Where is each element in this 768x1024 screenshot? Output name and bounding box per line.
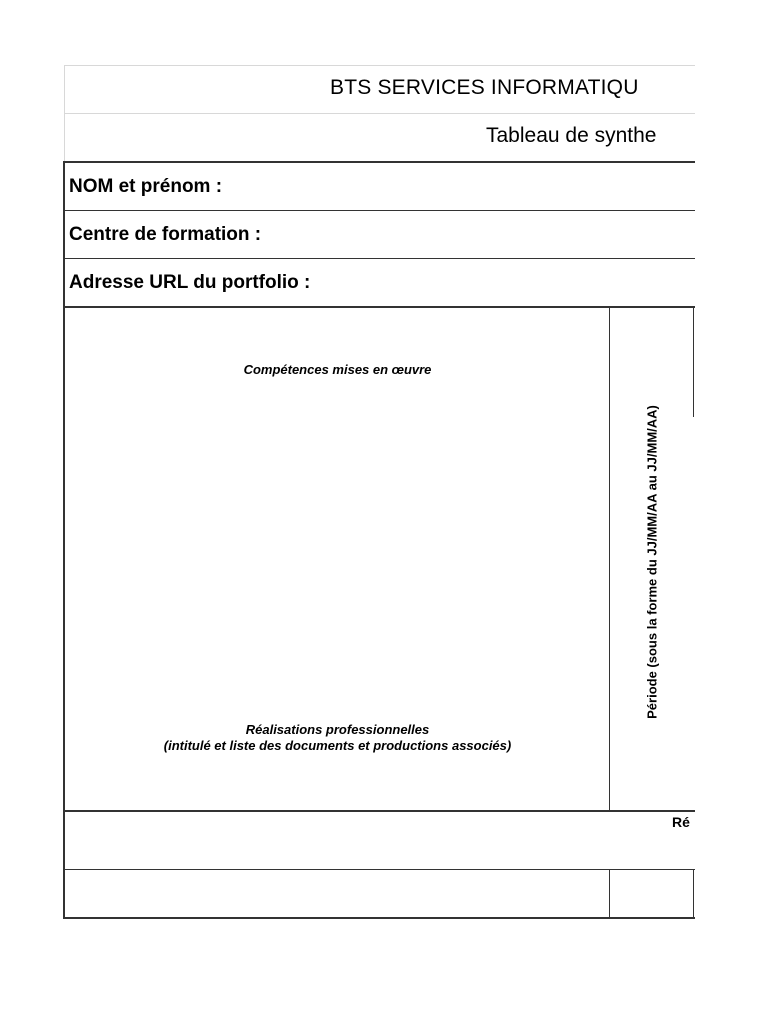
column-divider-footer <box>609 869 610 919</box>
portfolio-url-label: Adresse URL du portfolio : <box>69 272 311 293</box>
centre-formation-label: Centre de formation : <box>69 224 262 245</box>
form-left-border <box>63 161 65 919</box>
footer-row-top-border <box>63 869 695 870</box>
title-divider-gridline <box>64 113 695 114</box>
title-top-gridline <box>64 65 695 66</box>
competences-header: Compétences mises en œuvre <box>243 362 432 377</box>
row-divider-1 <box>63 210 695 211</box>
row-divider-3 <box>63 306 695 308</box>
partial-column-divider-footer <box>693 869 694 919</box>
page-subtitle: Tableau de synthe <box>486 124 657 147</box>
partial-column-divider <box>693 306 694 417</box>
nom-prenom-label: NOM et prénom : <box>69 176 223 197</box>
form-bottom-border <box>63 917 695 919</box>
realisations-subtitle: (intitulé et liste des documents et productions associés) <box>163 738 512 753</box>
realisations-title: Réalisations professionnelles <box>245 722 430 737</box>
form-top-border <box>63 161 695 163</box>
row-divider-2 <box>63 258 695 259</box>
truncated-footer-label: Ré <box>672 814 690 830</box>
page-title: BTS SERVICES INFORMATIQU <box>330 76 639 99</box>
realisations-header <box>65 722 610 754</box>
periode-column-header: Période (sous la forme du JJ/MM/AA au JJ/MM/AA) <box>644 405 660 719</box>
table-header-bottom-border <box>63 810 695 812</box>
